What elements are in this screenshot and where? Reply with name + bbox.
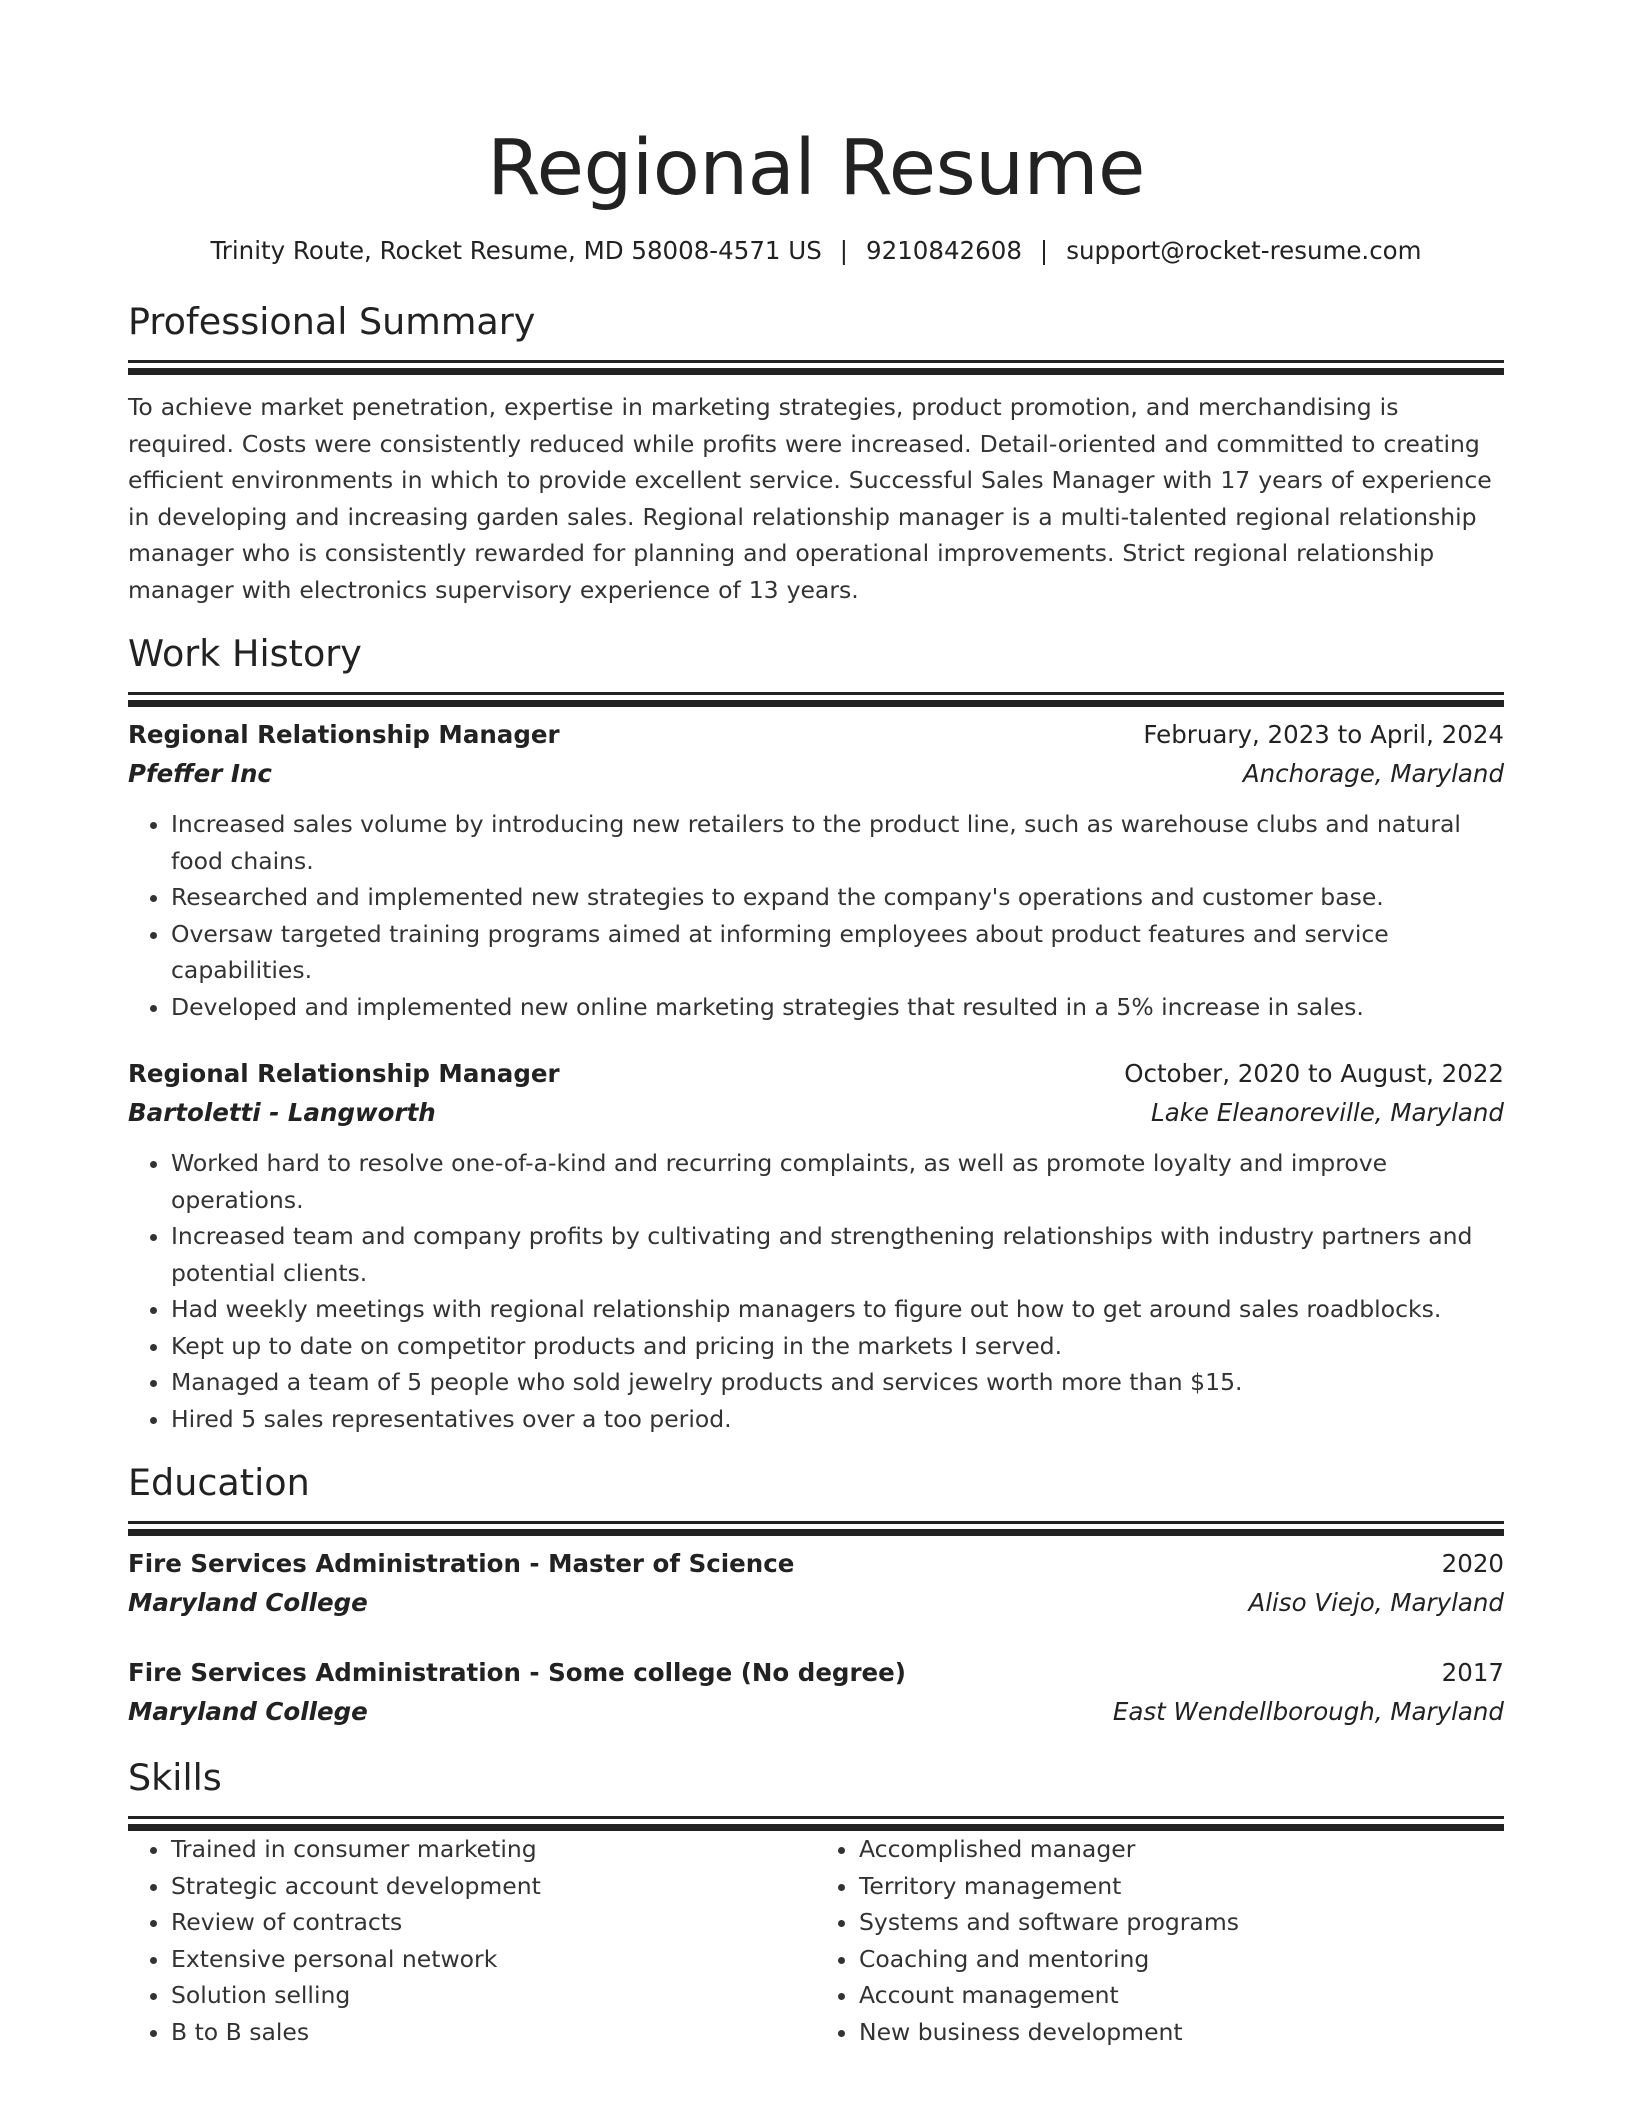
job-bullet: • Had weekly meetings with regional relationship managers to figure out how to get around sales roadblocks. [171,1291,1504,1328]
education-heading: Education [128,1461,310,1504]
skill-item: • Coaching and mentoring [859,1941,1504,1978]
section-divider [128,1816,1504,1819]
job-location: Anchorage, Maryland [1242,759,1504,788]
education-subheader [128,1692,1504,1732]
education-entry [128,1545,1504,1623]
job-company: Bartoletti - Langworth [128,1098,436,1127]
contact-address: Trinity Route, Rocket Resume, MD 58008-4571 US [210,236,822,265]
work-history-section [128,630,1504,1437]
education-degree: Fire Services Administration - Master of Science [128,1549,795,1578]
job-dates: October, 2020 to August, 2022 [1124,1059,1504,1088]
skill-item: • Trained in consumer marketing [171,1831,816,1868]
education-subheader [128,1583,1504,1623]
skills-section [128,1754,1504,2050]
job-subheader [128,1093,1504,1133]
contact-phone: 9210842608 [866,236,1022,265]
section-divider [128,1521,1504,1524]
skill-item: • Territory management [859,1868,1504,1905]
education-header [128,1545,1504,1583]
contact-separator: | [1039,236,1049,265]
section-divider [128,692,1504,695]
skill-item: • B to B sales [171,2014,816,2051]
job-bullet: • Increased sales volume by introducing new retailers to the product line, such as warehouse clubs and natural food chains. [171,806,1504,879]
summary-section [128,298,1504,608]
skill-item: • Accomplished manager [859,1831,1504,1868]
skills-grid [128,1831,1504,2050]
education-entry [128,1654,1504,1732]
resume-page [128,0,1504,2050]
job-bullets [128,1145,1504,1437]
skills-list-right [816,1831,1504,2050]
skill-item: • Review of contracts [171,1904,816,1941]
section-divider [128,360,1504,363]
skill-item: • Strategic account development [171,1868,816,1905]
skill-item: • Systems and software programs [859,1904,1504,1941]
education-school: Maryland College [128,1697,368,1726]
skill-item: • Solution selling [171,1977,816,2014]
job-bullet: • Managed a team of 5 people who sold jewelry products and services worth more than $15. [171,1364,1504,1401]
job-bullet: • Worked hard to resolve one-of-a-kind and recurring complaints, as well as promote loyalty and improve operations. [171,1145,1504,1218]
job-bullet: • Oversaw targeted training programs aimed at informing employees about product features and service capabilities. [171,916,1504,989]
contact-separator: | [839,236,849,265]
education-year: 2020 [1441,1549,1504,1578]
job-dates: February, 2023 to April, 2024 [1143,720,1504,749]
skills-heading: Skills [128,1756,222,1799]
job-bullet: • Hired 5 sales representatives over a too period. [171,1401,1504,1438]
job-location: Lake Eleanoreville, Maryland [1151,1098,1504,1127]
education-degree: Fire Services Administration - Some college (No degree) [128,1658,906,1687]
summary-heading: Professional Summary [128,300,536,343]
skill-item: • Extensive personal network [171,1941,816,1978]
education-school: Maryland College [128,1588,368,1617]
job-company: Pfeffer Inc [128,759,272,788]
job-bullets [128,806,1504,1025]
job-bullet: • Researched and implemented new strategies to expand the company's operations and customer base. [171,879,1504,916]
job-bullet: • Increased team and company profits by cultivating and strengthening relationships with industry partners and potential clients. [171,1218,1504,1291]
resume-name: Regional Resume [487,124,1145,213]
contact-email: support@rocket-resume.com [1066,236,1422,265]
job-title: Regional Relationship Manager [128,720,560,749]
education-year: 2017 [1441,1658,1504,1687]
education-location: Aliso Viejo, Maryland [1248,1588,1504,1617]
job-header [128,1055,1504,1093]
job-title: Regional Relationship Manager [128,1059,560,1088]
job-entry [128,716,1504,1025]
job-header [128,716,1504,754]
job-entry [128,1055,1504,1437]
job-bullet: • Kept up to date on competitor products and pricing in the markets I served. [171,1328,1504,1365]
skill-item: • Account management [859,1977,1504,2014]
summary-text: To achieve market penetration, expertise in marketing strategies, product promotion, and merchandising is required. Costs were consistently reduced while profits were increased. Detail-oriented and committed to creating efficient environments in which to provide excellent service. Successful Sales Manager with 17 years of experience in developing and increasing garden sales. Regional relationship manager is a multi-talented regional relationship manager who is consistently rewarded for planning and operational improvements. Strict regional relationship manager with electronics supervisory experience of 13 years. [128,393,1492,604]
skills-list-left [128,1831,816,2050]
skill-item: • New business development [859,2014,1504,2051]
job-bullet: • Developed and implemented new online marketing strategies that resulted in a 5% increase in sales. [171,989,1504,1026]
contact-line [128,234,1504,268]
work-history-heading: Work History [128,632,362,675]
education-section [128,1459,1504,1732]
education-location: East Wendellborough, Maryland [1112,1697,1504,1726]
education-header [128,1654,1504,1692]
job-subheader [128,754,1504,794]
